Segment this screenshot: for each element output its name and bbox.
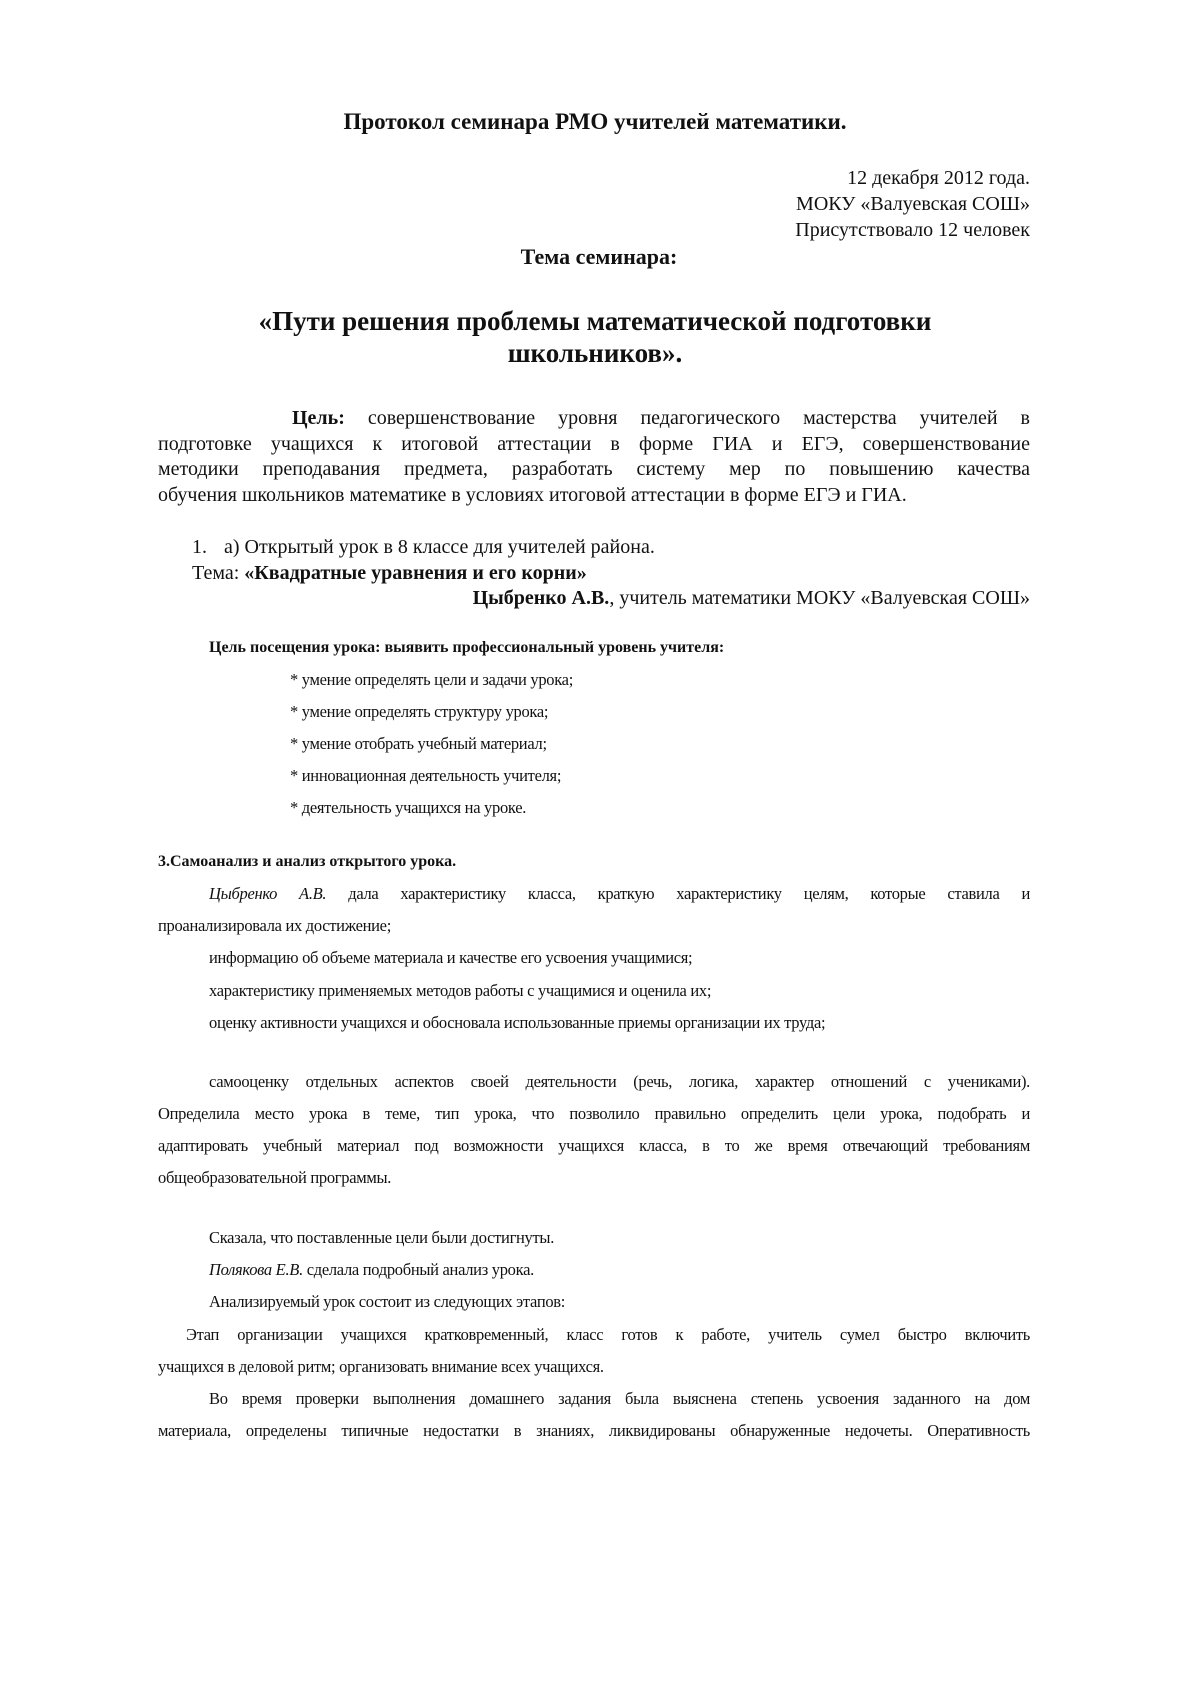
bullet-item: * умение отобрать учебный материал;: [290, 734, 547, 753]
section-3-line: Этап организации учащихся кратковременный, класс готов к работе, учитель сумел быстро включить: [186, 1325, 1030, 1344]
school-name: МОКУ «Валуевская СОШ»: [796, 193, 1030, 215]
section-3-line: проанализировала их достижение;: [158, 916, 391, 935]
section-3-line: материала, определены типичные недостатки в знаниях, ликвидированы обнаруженные недочеты. Оперативность: [158, 1421, 1030, 1440]
bullet-item: * деятельность учащихся на уроке.: [290, 798, 527, 817]
section-3-line: Сказала, что поставленные цели были достигнуты.: [209, 1228, 555, 1247]
section-3-line: [209, 886, 1030, 903]
section-3-line: Определила место урока в теме, тип урока, что позволило правильно определить цели урока, подобрать и: [158, 1104, 1030, 1123]
bullet-item: * инновационная деятельность учителя;: [290, 766, 562, 785]
goal-line-2: подготовке учащихся к итоговой аттестации в форме ГИА и ЕГЭ, совершенствование: [158, 433, 1030, 455]
section-3-heading: 3.Самоанализ и анализ открытого урока.: [158, 853, 457, 870]
section-3-line: общеобразовательной программы.: [158, 1168, 392, 1187]
item-1-teacher: [473, 588, 1030, 608]
person-name: Полякова Е.В.: [209, 1260, 303, 1279]
section-3-line: учащихся в деловой ритм; организовать внимание всех учащихся.: [158, 1357, 604, 1376]
theme-line-2: школьников».: [507, 338, 683, 368]
section-3-line: Анализируемый урок состоит из следующих этапов:: [209, 1292, 566, 1311]
section-3-line: информацию об объеме материала и качестве его усвоения учащимися;: [209, 948, 693, 967]
attendance: Присутствовало 12 человек: [795, 219, 1030, 241]
document-title: Протокол семинара РМО учителей математики.: [343, 109, 847, 134]
section-3-line: характеристику применяемых методов работы с учащимися и оценила их;: [209, 981, 712, 1000]
theme-label: Тема семинара:: [520, 244, 678, 269]
goal-line-4: обучения школьников математике в условиях итоговой аттестации в форме ЕГЭ и ГИА.: [158, 484, 907, 506]
item-1-number: 1.: [192, 536, 207, 558]
bullet-item: * умение определять цели и задачи урока;: [290, 670, 573, 689]
bullet-item: * умение определять структуру урока;: [290, 702, 549, 721]
person-name: Цыбренко А.В.: [209, 884, 327, 903]
item-1-topic: [192, 563, 587, 583]
item-1-text: а) Открытый урок в 8 классе для учителей района.: [224, 536, 655, 558]
section-3-line: [209, 1262, 534, 1279]
goal-label: Цель:: [292, 407, 345, 429]
teacher-role: , учитель математики МОКУ «Валуевская СОШ»: [609, 587, 1030, 609]
teacher-name: Цыбренко А.В.: [472, 587, 610, 609]
meeting-date: 12 декабря 2012 года.: [847, 167, 1030, 189]
section-3-line: Во время проверки выполнения домашнего задания была выяснена степень усвоения заданного на дом: [209, 1389, 1030, 1408]
goal-text: совершенствование уровня педагогического мастерства учителей в: [344, 407, 1030, 429]
goal-line-3: методики преподавания предмета, разработать систему мер по повышению качества: [158, 458, 1030, 480]
line-text: дала характеристику класса, краткую характеристику целям, которые ставила и: [326, 884, 1031, 903]
topic-value: «Квадратные уравнения и его корни»: [244, 562, 587, 584]
topic-label: Тема:: [192, 562, 245, 584]
goal-line-1: [292, 408, 1030, 428]
section-3-line: оценку активности учащихся и обосновала использованные приемы организации их труда;: [209, 1013, 826, 1032]
visit-goal: Цель посещения урока: выявить профессиональный уровень учителя:: [209, 639, 725, 656]
theme-line-1: «Пути решения проблемы математической подготовки: [258, 306, 932, 336]
section-3-line: адаптировать учебный материал под возможности учащихся класса, в то же время отвечающий требованиям: [158, 1136, 1030, 1155]
line-text: сделала подробный анализ урока.: [302, 1260, 534, 1279]
section-3-line: самооценку отдельных аспектов своей деятельности (речь, логика, характер отношений с учениками).: [209, 1072, 1030, 1091]
